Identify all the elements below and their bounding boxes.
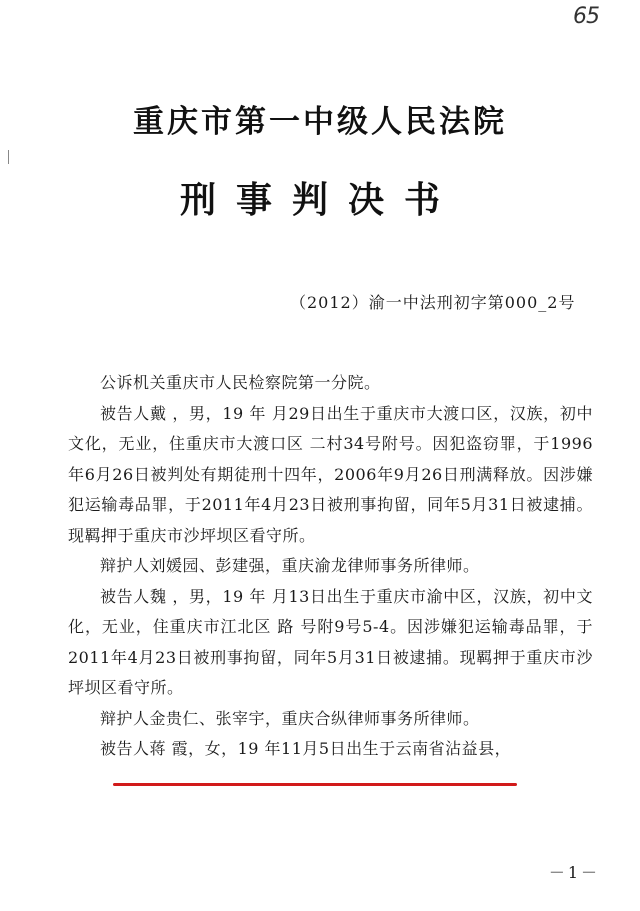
handwritten-page-note: 65 — [573, 4, 599, 29]
defendant-1-paragraph: 被告人戴 ，男，19 年 月29日出生于重庆市大渡口区，汉族，初中文化，无业，住重庆市大渡口区 二村34号附号。因犯盗窃罪，于1996年6月26日被判处有期徒刑十四年，2006年9月26日刑满释放。因涉嫌犯运输毒品罪，于2011年4月23日被刑事拘留，同年5月31日被逮捕。现羁押于重庆市沙坪坝区看守所。 — [68, 403, 593, 545]
judgment-body — [68, 368, 593, 765]
defense-counsel-1-paragraph: 辩护人刘媛园、彭建强，重庆渝龙律师事务所律师。 — [100, 556, 480, 575]
defendant-3-paragraph: 被告人蒋 霞，女，19 年11月5日出生于云南省沾益县， — [100, 739, 512, 758]
defense-counsel-2-paragraph: 辩护人金贵仁、张宰宇，重庆合纵律师事务所律师。 — [100, 708, 480, 728]
red-underline-annotation — [113, 783, 517, 786]
scan-edge-mark — [8, 150, 9, 164]
court-name-heading: 重庆市第一中级人民法院 — [133, 104, 507, 140]
prosecution-organ-paragraph: 公诉机关重庆市人民检察院第一分院。 — [100, 373, 381, 392]
page-number: －1－ — [548, 863, 600, 882]
document-title: 刑事判决书 — [179, 179, 460, 221]
case-number: （2012）渝一中法刑初字第000_2号 — [290, 293, 576, 312]
defendant-2-paragraph: 被告人魏 ，男，19 年 月13日出生于重庆市渝中区，汉族，初中文化，无业，住重庆市江北区 路 号附9号5-4。因涉嫌犯运输毒品罪，于2011年4月23日被刑事拘留，同年5月31日被逮捕。现羁押于重庆市沙坪坝区看守所。 — [68, 586, 593, 697]
